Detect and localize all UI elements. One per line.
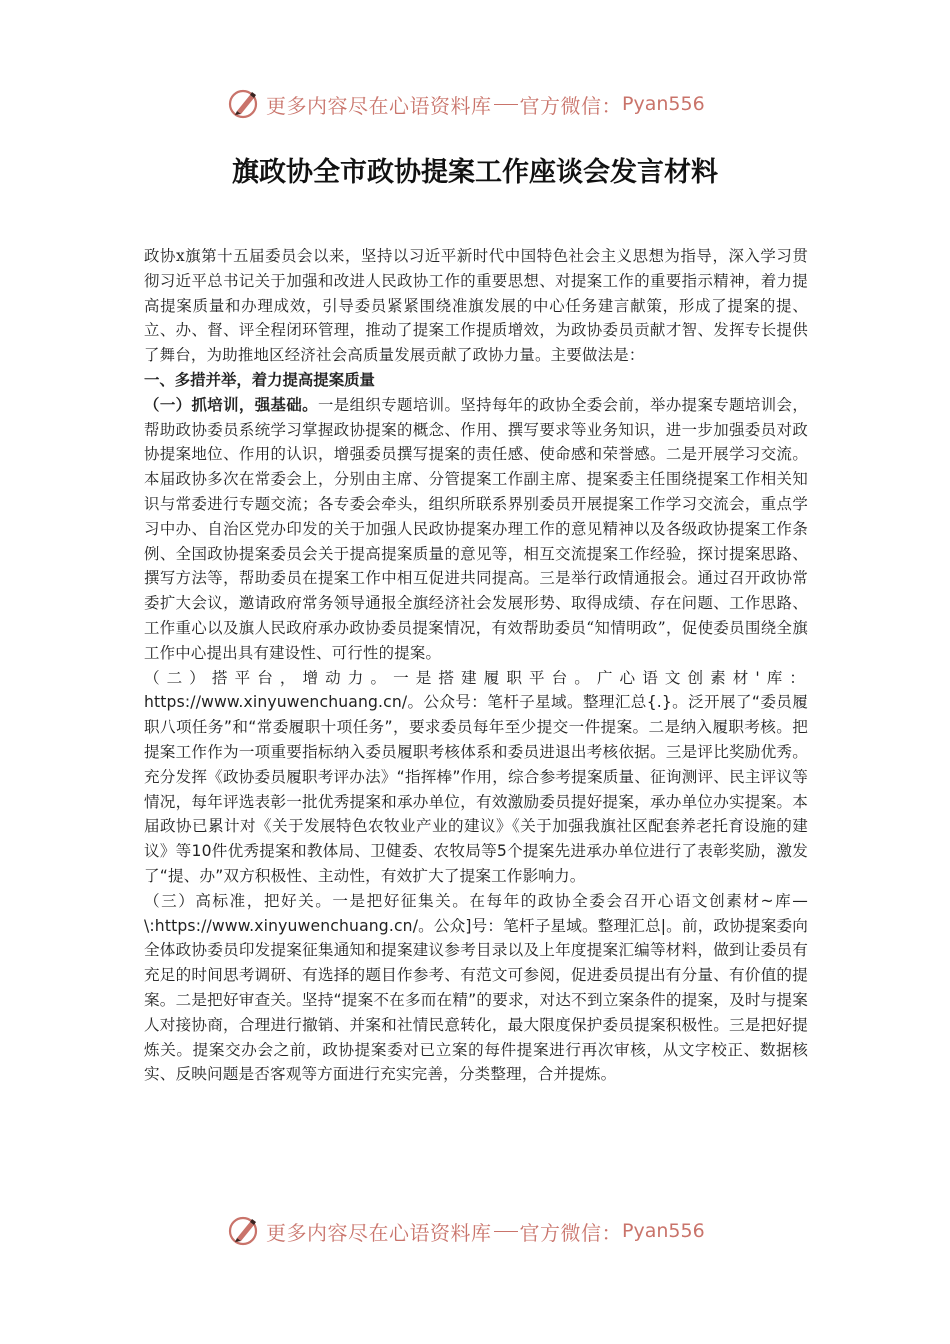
document-body [144, 244, 808, 1087]
section-heading: 一、多措并举，着力提高提案质量 [144, 370, 375, 389]
footer-banner [226, 1211, 705, 1251]
banner-official: 官方微信： [519, 93, 622, 118]
paragraph-text: https://www.xinyuwenchuang.cn/。公众号：笔杆子星域。整理汇总{.}。泛开展了“委员履职八项任务”和“常委履职十项任务”，要求委员每年至少提交一件提案。二是纳入履职考核。把提案工作作为一项重要指标纳入委员履职考核体系和委员进退出考核依据。三是评比奖励优秀。充分发挥《政协委员履职考评办法》“指挥棒”作用，综合参考提案质量、征询测评、民主评议等情况，每年评选表彰一批优秀提案和承办单位，有效激励委员提好提案，承办单位办实提案。本届政协已累计对《关于发展特色农牧业产业的建议》《关于加强我旗社区配套养老托育设施的建议》等10件优秀提案和教体局、卫健委、农牧局等5个提案先进承办单位进行了表彰奖励，激发了“提、办”双方积极性、主动性，有效扩大了提案工作影响力。 [144, 693, 808, 885]
paragraph-training [144, 393, 808, 666]
banner-wechat-id: Pyan556 [622, 93, 705, 115]
paragraph-standards: （三）高标准，把好关。一是把好征集关。在每年的政协全委会召开心语文创素材~库—\:https://www.xinyuwenchuang.cn/。公众]号：笔杆子星域。整理汇总|。前，政协提案委向全体政协委员印发提案征集通知和提案建议参考目录以及上年度提案汇编等材料，做到让委员有充足的时间思考调研、有选择的题目作参考、有范文可参阅，促进委员提出有分量、有价值的提案。二是把好审查关。坚持“提案不在多而在精”的要求，对达不到立案条件的提案，及时与提案人对接协商，合理进行撤销、并案和社情民意转化，最大限度保护委员提案积极性。三是把好提炼关。提案交办会之前，政协提案委对已立案的每件提案进行再次审核，从文字校正、数据核实、反映问题是否客观等方面进行充实完善，分类整理，合并提炼。 [144, 891, 808, 1084]
pen-logo-icon [226, 86, 262, 122]
paragraph-lead: （二）搭平台，增动力。一是搭建履职平台。广心语文创素材'库： [144, 668, 808, 687]
paragraph-platform [144, 666, 808, 889]
header-banner [226, 84, 705, 124]
paragraph-lead: （一）抓培训，强基础。 [144, 395, 318, 414]
banner-official: 官方微信： [519, 1220, 622, 1245]
paragraph-text: 一是组织专题培训。坚持每年的政协全委会前，举办提案专题培训会，帮助政协委员系统学习掌握政协提案的概念、作用、撰写要求等业务知识，进一步加强委员对政协提案地位、作用的认识，增强委员撰写提案的责任感、使命感和荣誉感。二是开展学习交流。本届政协多次在常委会上，分别由主席、分管提案工作副主席、提案委主任围绕提案工作相关知识与常委进行专题交流；各专委会牵头，组织所联系界别委员开展提案工作学习交流会，重点学习中办、自治区党办印发的关于加强人民政协提案办理工作的意见精神以及各级政协提案工作条例、全国政协提案委员会关于提高提案质量的意见等，相互交流提案工作经验，探讨提案思路、撰写方法等，帮助委员在提案工作中相互促进共同提高。三是举行政情通报会。通过召开政协常委扩大会议，邀请政府常务领导通报全旗经济社会发展形势、取得成绩、存在问题、工作思路、工作重心以及旗人民政府承办政协委员提案情况，有效帮助委员“知情明政”，促使委员围绕全旗工作中心提出具有建设性、可行性的提案。 [144, 395, 808, 662]
intro-paragraph: 政协x旗第十五届委员会以来，坚持以习近平新时代中国特色社会主义思想为指导，深入学习贯彻习近平总书记关于加强和改进人民政协工作的重要思想、对提案工作的重要指示精神，着力提高提案质量和办理成效，引导委员紧紧围绕准旗发展的中心任务建言献策，形成了提案的提、立、办、督、评全程闭环管理，推动了提案工作提质增效，为政协委员贡献才智、发挥专长提供了舞台，为助推地区经济社会高质量发展贡献了政协力量。主要做法是： [144, 247, 808, 365]
banner-dash [494, 104, 518, 105]
banner-text: 更多内容尽在心语资料库 [266, 1220, 492, 1245]
document-title: 旗政协全市政协提案工作座谈会发言材料 [232, 157, 718, 188]
banner-dash [494, 1231, 518, 1232]
banner-text: 更多内容尽在心语资料库 [266, 93, 492, 118]
banner-wechat-id: Pyan556 [622, 1220, 705, 1242]
pen-logo-icon [226, 1213, 262, 1249]
